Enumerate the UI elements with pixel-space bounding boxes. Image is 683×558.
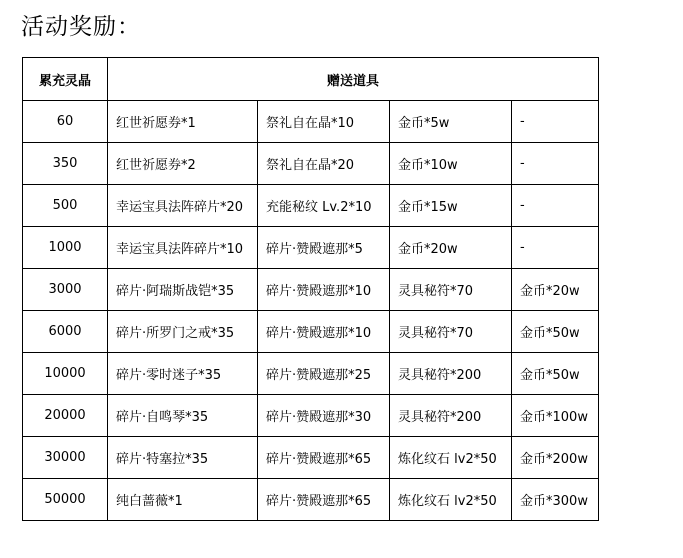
- table-row: [23, 269, 599, 311]
- table-row: [23, 185, 599, 227]
- reward-item-cell: 幸运宝具法阵碎片*10: [108, 227, 258, 269]
- reward-item-cell: 红世祈愿券*1: [108, 101, 258, 143]
- recharge-amount-cell: 50000: [23, 479, 108, 521]
- reward-item-cell: -: [512, 185, 599, 227]
- reward-item-cell: 金币*200w: [512, 437, 599, 479]
- table-row: [23, 227, 599, 269]
- recharge-amount-cell: 3000: [23, 269, 108, 311]
- reward-item-cell: 碎片·自鸣琴*35: [108, 395, 258, 437]
- reward-item-cell: -: [512, 143, 599, 185]
- reward-item-cell: 金币*5w: [390, 101, 512, 143]
- reward-item-cell: 碎片·赞殿遮那*65: [258, 437, 390, 479]
- header-amount: 累充灵晶: [23, 58, 108, 101]
- reward-item-cell: 碎片·阿瑞斯战铠*35: [108, 269, 258, 311]
- reward-item-cell: 炼化纹石 lv2*50: [390, 479, 512, 521]
- reward-item-cell: 金币*50w: [512, 353, 599, 395]
- recharge-amount-cell: 1000: [23, 227, 108, 269]
- reward-item-cell: 金币*15w: [390, 185, 512, 227]
- table-row: [23, 395, 599, 437]
- reward-item-cell: 炼化纹石 lv2*50: [390, 437, 512, 479]
- reward-item-cell: 充能秘纹 Lv.2*10: [258, 185, 390, 227]
- recharge-amount-cell: 10000: [23, 353, 108, 395]
- reward-item-cell: 金币*20w: [390, 227, 512, 269]
- rewards-table: [22, 57, 599, 521]
- reward-item-cell: 碎片·赞殿遮那*10: [258, 311, 390, 353]
- reward-item-cell: 纯白蔷薇*1: [108, 479, 258, 521]
- reward-item-cell: 碎片·所罗门之戒*35: [108, 311, 258, 353]
- reward-item-cell: 碎片·零时迷子*35: [108, 353, 258, 395]
- reward-item-cell: 灵具秘符*200: [390, 353, 512, 395]
- reward-item-cell: 碎片·赞殿遮那*5: [258, 227, 390, 269]
- reward-item-cell: 碎片·特塞拉*35: [108, 437, 258, 479]
- reward-item-cell: 灵具秘符*200: [390, 395, 512, 437]
- reward-item-cell: -: [512, 101, 599, 143]
- table-row: [23, 101, 599, 143]
- recharge-amount-cell: 500: [23, 185, 108, 227]
- reward-item-cell: 金币*20w: [512, 269, 599, 311]
- reward-item-cell: 金币*50w: [512, 311, 599, 353]
- reward-item-cell: 祭礼自在晶*10: [258, 101, 390, 143]
- reward-item-cell: 碎片·赞殿遮那*30: [258, 395, 390, 437]
- table-row: [23, 143, 599, 185]
- table-row: [23, 437, 599, 479]
- recharge-amount-cell: 30000: [23, 437, 108, 479]
- reward-item-cell: 幸运宝具法阵碎片*20: [108, 185, 258, 227]
- page-title: 活动奖励：: [21, 14, 141, 40]
- reward-item-cell: -: [512, 227, 599, 269]
- header-rewards: 赠送道具: [108, 58, 599, 101]
- reward-item-cell: 金币*300w: [512, 479, 599, 521]
- table-row: [23, 479, 599, 521]
- recharge-amount-cell: 20000: [23, 395, 108, 437]
- reward-item-cell: 灵具秘符*70: [390, 269, 512, 311]
- table-row: [23, 311, 599, 353]
- reward-item-cell: 祭礼自在晶*20: [258, 143, 390, 185]
- reward-item-cell: 灵具秘符*70: [390, 311, 512, 353]
- reward-item-cell: 金币*100w: [512, 395, 599, 437]
- reward-item-cell: 碎片·赞殿遮那*65: [258, 479, 390, 521]
- recharge-amount-cell: 6000: [23, 311, 108, 353]
- recharge-amount-cell: 350: [23, 143, 108, 185]
- reward-item-cell: 碎片·赞殿遮那*25: [258, 353, 390, 395]
- reward-item-cell: 碎片·赞殿遮那*10: [258, 269, 390, 311]
- recharge-amount-cell: 60: [23, 101, 108, 143]
- reward-item-cell: 红世祈愿券*2: [108, 143, 258, 185]
- table-row: [23, 353, 599, 395]
- table-header-row: [23, 58, 599, 101]
- reward-item-cell: 金币*10w: [390, 143, 512, 185]
